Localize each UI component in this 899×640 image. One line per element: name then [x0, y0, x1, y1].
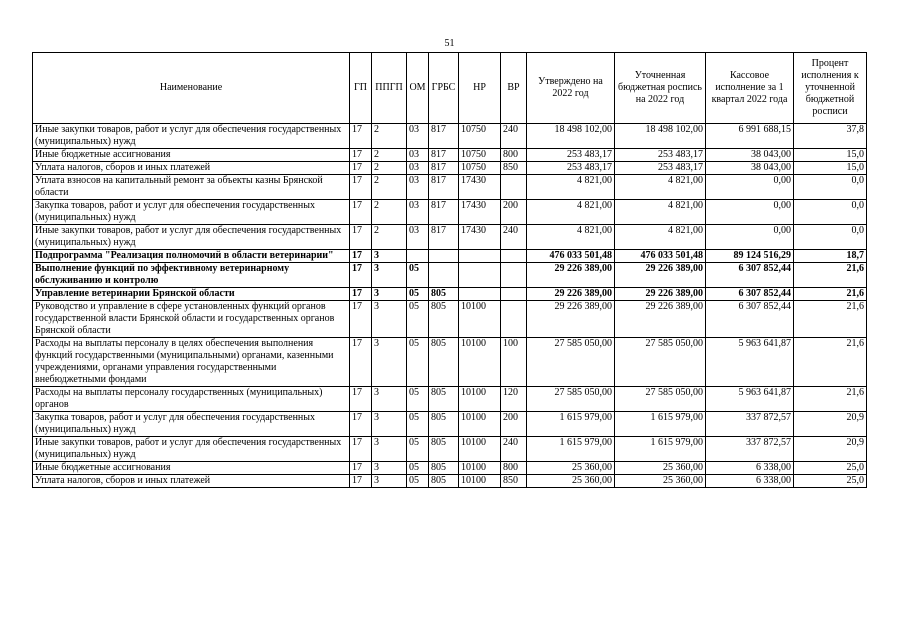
- cell-refined: 18 498 102,00: [615, 124, 706, 149]
- cell-cash: 38 043,00: [706, 149, 794, 162]
- cell-percent: 20,9: [794, 412, 867, 437]
- table-row: [33, 263, 867, 288]
- cell-approved: 4 821,00: [527, 200, 615, 225]
- cell-name: Уплата взносов на капитальный ремонт за объекты казны Брянской области: [33, 175, 350, 200]
- table-row: [33, 162, 867, 175]
- cell-name: Расходы на выплаты персоналу государственных (муниципальных) органов: [33, 387, 350, 412]
- table-row: [33, 462, 867, 475]
- budget-table: [32, 52, 867, 488]
- cell-cash: 38 043,00: [706, 162, 794, 175]
- cell-gp: 17: [350, 124, 372, 149]
- header-percent: Процент исполнения к уточненной бюджетной росписи: [794, 53, 867, 124]
- cell-refined: 27 585 050,00: [615, 338, 706, 387]
- table-row: [33, 225, 867, 250]
- cell-refined: 27 585 050,00: [615, 387, 706, 412]
- cell-vr: 850: [501, 162, 527, 175]
- cell-approved: 29 226 389,00: [527, 288, 615, 301]
- cell-percent: 21,6: [794, 288, 867, 301]
- cell-ppgp: 3: [372, 338, 407, 387]
- cell-gp: 17: [350, 250, 372, 263]
- cell-percent: 21,6: [794, 338, 867, 387]
- cell-cash: 0,00: [706, 175, 794, 200]
- cell-grbs: 805: [429, 475, 459, 488]
- cell-ppgp: 2: [372, 225, 407, 250]
- cell-percent: 25,0: [794, 462, 867, 475]
- cell-nr: [459, 263, 501, 288]
- cell-nr: 17430: [459, 200, 501, 225]
- cell-nr: [459, 288, 501, 301]
- cell-ppgp: 3: [372, 475, 407, 488]
- cell-vr: 850: [501, 475, 527, 488]
- cell-gp: 17: [350, 288, 372, 301]
- cell-approved: 25 360,00: [527, 462, 615, 475]
- cell-refined: 25 360,00: [615, 462, 706, 475]
- cell-vr: 800: [501, 462, 527, 475]
- cell-grbs: 805: [429, 301, 459, 338]
- cell-refined: 29 226 389,00: [615, 288, 706, 301]
- cell-nr: 17430: [459, 225, 501, 250]
- cell-name: Расходы на выплаты персоналу в целях обеспечения выполнения функций государственными (муниципальными) органами, казенными учреждениями, органами управления государственными внебюджетными фондами: [33, 338, 350, 387]
- cell-percent: 0,0: [794, 200, 867, 225]
- cell-nr: [459, 250, 501, 263]
- cell-approved: 27 585 050,00: [527, 387, 615, 412]
- cell-approved: 29 226 389,00: [527, 263, 615, 288]
- header-ppgp: ППГП: [372, 53, 407, 124]
- cell-cash: 337 872,57: [706, 412, 794, 437]
- table-row: [33, 475, 867, 488]
- cell-cash: 337 872,57: [706, 437, 794, 462]
- cell-name: Уплата налогов, сборов и иных платежей: [33, 475, 350, 488]
- cell-om: 03: [407, 124, 429, 149]
- cell-approved: 18 498 102,00: [527, 124, 615, 149]
- cell-gp: 17: [350, 412, 372, 437]
- cell-gp: 17: [350, 338, 372, 387]
- cell-ppgp: 3: [372, 263, 407, 288]
- cell-om: 05: [407, 338, 429, 387]
- cell-refined: 253 483,17: [615, 162, 706, 175]
- cell-grbs: [429, 263, 459, 288]
- cell-refined: 4 821,00: [615, 225, 706, 250]
- cell-grbs: 805: [429, 288, 459, 301]
- cell-om: 05: [407, 263, 429, 288]
- cell-cash: 6 338,00: [706, 475, 794, 488]
- cell-om: 05: [407, 412, 429, 437]
- cell-grbs: 817: [429, 124, 459, 149]
- cell-nr: 10100: [459, 338, 501, 387]
- cell-percent: 21,6: [794, 387, 867, 412]
- header-grbs: ГРБС: [429, 53, 459, 124]
- cell-percent: 20,9: [794, 437, 867, 462]
- header-cash: Кассовое исполнение за 1 квартал 2022 года: [706, 53, 794, 124]
- cell-ppgp: 3: [372, 462, 407, 475]
- table-body: [33, 124, 867, 488]
- cell-cash: 6 307 852,44: [706, 263, 794, 288]
- cell-percent: 21,6: [794, 301, 867, 338]
- cell-approved: 253 483,17: [527, 162, 615, 175]
- table-row: [33, 338, 867, 387]
- cell-ppgp: 3: [372, 250, 407, 263]
- cell-gp: 17: [350, 437, 372, 462]
- cell-nr: 10100: [459, 301, 501, 338]
- cell-percent: 25,0: [794, 475, 867, 488]
- cell-gp: 17: [350, 263, 372, 288]
- cell-name: Закупка товаров, работ и услуг для обеспечения государственных (муниципальных) нужд: [33, 412, 350, 437]
- cell-cash: 5 963 641,87: [706, 338, 794, 387]
- header-approved: Утверждено на 2022 год: [527, 53, 615, 124]
- cell-ppgp: 2: [372, 162, 407, 175]
- cell-grbs: 805: [429, 437, 459, 462]
- cell-vr: 120: [501, 387, 527, 412]
- cell-percent: 21,6: [794, 263, 867, 288]
- cell-om: 03: [407, 200, 429, 225]
- cell-om: 05: [407, 437, 429, 462]
- cell-vr: [501, 288, 527, 301]
- cell-approved: 25 360,00: [527, 475, 615, 488]
- cell-cash: 0,00: [706, 225, 794, 250]
- cell-approved: 27 585 050,00: [527, 338, 615, 387]
- cell-approved: 4 821,00: [527, 175, 615, 200]
- cell-nr: 10100: [459, 412, 501, 437]
- header-gp: ГП: [350, 53, 372, 124]
- cell-vr: [501, 250, 527, 263]
- header-name: Наименование: [33, 53, 350, 124]
- cell-gp: 17: [350, 225, 372, 250]
- cell-name: Иные бюджетные ассигнования: [33, 462, 350, 475]
- cell-approved: 29 226 389,00: [527, 301, 615, 338]
- cell-grbs: 817: [429, 200, 459, 225]
- cell-approved: 253 483,17: [527, 149, 615, 162]
- cell-cash: 6 307 852,44: [706, 301, 794, 338]
- cell-ppgp: 3: [372, 301, 407, 338]
- cell-om: 03: [407, 225, 429, 250]
- cell-ppgp: 3: [372, 288, 407, 301]
- cell-cash: 89 124 516,29: [706, 250, 794, 263]
- cell-name: Иные бюджетные ассигнования: [33, 149, 350, 162]
- cell-om: 03: [407, 175, 429, 200]
- cell-refined: 1 615 979,00: [615, 412, 706, 437]
- cell-nr: 10100: [459, 437, 501, 462]
- cell-name: Иные закупки товаров, работ и услуг для обеспечения государственных (муниципальных) нужд: [33, 124, 350, 149]
- cell-om: 05: [407, 475, 429, 488]
- cell-om: 05: [407, 301, 429, 338]
- cell-percent: 15,0: [794, 162, 867, 175]
- cell-refined: 4 821,00: [615, 175, 706, 200]
- cell-grbs: 817: [429, 175, 459, 200]
- header-nr: НР: [459, 53, 501, 124]
- cell-cash: 0,00: [706, 200, 794, 225]
- cell-percent: 0,0: [794, 175, 867, 200]
- cell-vr: 200: [501, 200, 527, 225]
- cell-grbs: [429, 250, 459, 263]
- cell-ppgp: 3: [372, 412, 407, 437]
- cell-percent: 18,7: [794, 250, 867, 263]
- cell-cash: 6 338,00: [706, 462, 794, 475]
- table-row: [33, 175, 867, 200]
- page-number: 51: [444, 38, 455, 49]
- cell-nr: 10750: [459, 162, 501, 175]
- cell-vr: 240: [501, 124, 527, 149]
- cell-approved: 1 615 979,00: [527, 412, 615, 437]
- table-row: [33, 124, 867, 149]
- cell-name: Выполнение функций по эффективному ветеринарному обслуживанию и контролю: [33, 263, 350, 288]
- table-row: [33, 301, 867, 338]
- table-row: [33, 250, 867, 263]
- cell-ppgp: 2: [372, 175, 407, 200]
- cell-vr: [501, 263, 527, 288]
- cell-grbs: 805: [429, 462, 459, 475]
- cell-vr: 240: [501, 437, 527, 462]
- cell-name: Закупка товаров, работ и услуг для обеспечения государственных (муниципальных) нужд: [33, 200, 350, 225]
- cell-approved: 4 821,00: [527, 225, 615, 250]
- header-om: ОМ: [407, 53, 429, 124]
- cell-grbs: 805: [429, 387, 459, 412]
- table-row: [33, 288, 867, 301]
- cell-vr: [501, 175, 527, 200]
- cell-gp: 17: [350, 462, 372, 475]
- cell-refined: 29 226 389,00: [615, 263, 706, 288]
- table-row: [33, 387, 867, 412]
- cell-om: [407, 250, 429, 263]
- cell-vr: [501, 301, 527, 338]
- cell-name: Иные закупки товаров, работ и услуг для обеспечения государственных (муниципальных) нужд: [33, 437, 350, 462]
- cell-gp: 17: [350, 475, 372, 488]
- cell-percent: 15,0: [794, 149, 867, 162]
- cell-refined: 476 033 501,48: [615, 250, 706, 263]
- cell-percent: 37,8: [794, 124, 867, 149]
- cell-percent: 0,0: [794, 225, 867, 250]
- cell-refined: 4 821,00: [615, 200, 706, 225]
- cell-ppgp: 2: [372, 124, 407, 149]
- cell-om: 03: [407, 149, 429, 162]
- cell-om: 05: [407, 288, 429, 301]
- cell-vr: 100: [501, 338, 527, 387]
- cell-approved: 476 033 501,48: [527, 250, 615, 263]
- cell-gp: 17: [350, 175, 372, 200]
- cell-ppgp: 3: [372, 387, 407, 412]
- table-row: [33, 200, 867, 225]
- cell-grbs: 817: [429, 149, 459, 162]
- cell-cash: 6 307 852,44: [706, 288, 794, 301]
- cell-approved: 1 615 979,00: [527, 437, 615, 462]
- header-vr: ВР: [501, 53, 527, 124]
- cell-grbs: 817: [429, 162, 459, 175]
- cell-name: Иные закупки товаров, работ и услуг для обеспечения государственных (муниципальных) нужд: [33, 225, 350, 250]
- cell-om: 05: [407, 462, 429, 475]
- table-row: [33, 437, 867, 462]
- cell-gp: 17: [350, 301, 372, 338]
- cell-vr: 800: [501, 149, 527, 162]
- cell-om: 03: [407, 162, 429, 175]
- cell-gp: 17: [350, 162, 372, 175]
- cell-gp: 17: [350, 149, 372, 162]
- cell-nr: 10100: [459, 475, 501, 488]
- table-row: [33, 149, 867, 162]
- cell-vr: 200: [501, 412, 527, 437]
- cell-gp: 17: [350, 387, 372, 412]
- cell-ppgp: 2: [372, 200, 407, 225]
- cell-name: Подпрограмма "Реализация полномочий в области ветеринарии": [33, 250, 350, 263]
- cell-grbs: 805: [429, 338, 459, 387]
- cell-refined: 25 360,00: [615, 475, 706, 488]
- cell-nr: 10100: [459, 387, 501, 412]
- cell-name: Уплата налогов, сборов и иных платежей: [33, 162, 350, 175]
- cell-cash: 6 991 688,15: [706, 124, 794, 149]
- cell-nr: 17430: [459, 175, 501, 200]
- cell-refined: 1 615 979,00: [615, 437, 706, 462]
- table-row: [33, 412, 867, 437]
- cell-grbs: 805: [429, 412, 459, 437]
- cell-vr: 240: [501, 225, 527, 250]
- cell-nr: 10750: [459, 149, 501, 162]
- cell-refined: 253 483,17: [615, 149, 706, 162]
- cell-ppgp: 3: [372, 437, 407, 462]
- cell-name: Руководство и управление в сфере установленных функций органов государственной власти Брянской области и государственных органов Брянской области: [33, 301, 350, 338]
- cell-om: 05: [407, 387, 429, 412]
- cell-grbs: 817: [429, 225, 459, 250]
- table-header-row: [33, 53, 867, 124]
- cell-ppgp: 2: [372, 149, 407, 162]
- cell-refined: 29 226 389,00: [615, 301, 706, 338]
- header-refined: Уточненная бюджетная роспись на 2022 год: [615, 53, 706, 124]
- cell-nr: 10100: [459, 462, 501, 475]
- cell-cash: 5 963 641,87: [706, 387, 794, 412]
- cell-name: Управление ветеринарии Брянской области: [33, 288, 350, 301]
- cell-nr: 10750: [459, 124, 501, 149]
- cell-gp: 17: [350, 200, 372, 225]
